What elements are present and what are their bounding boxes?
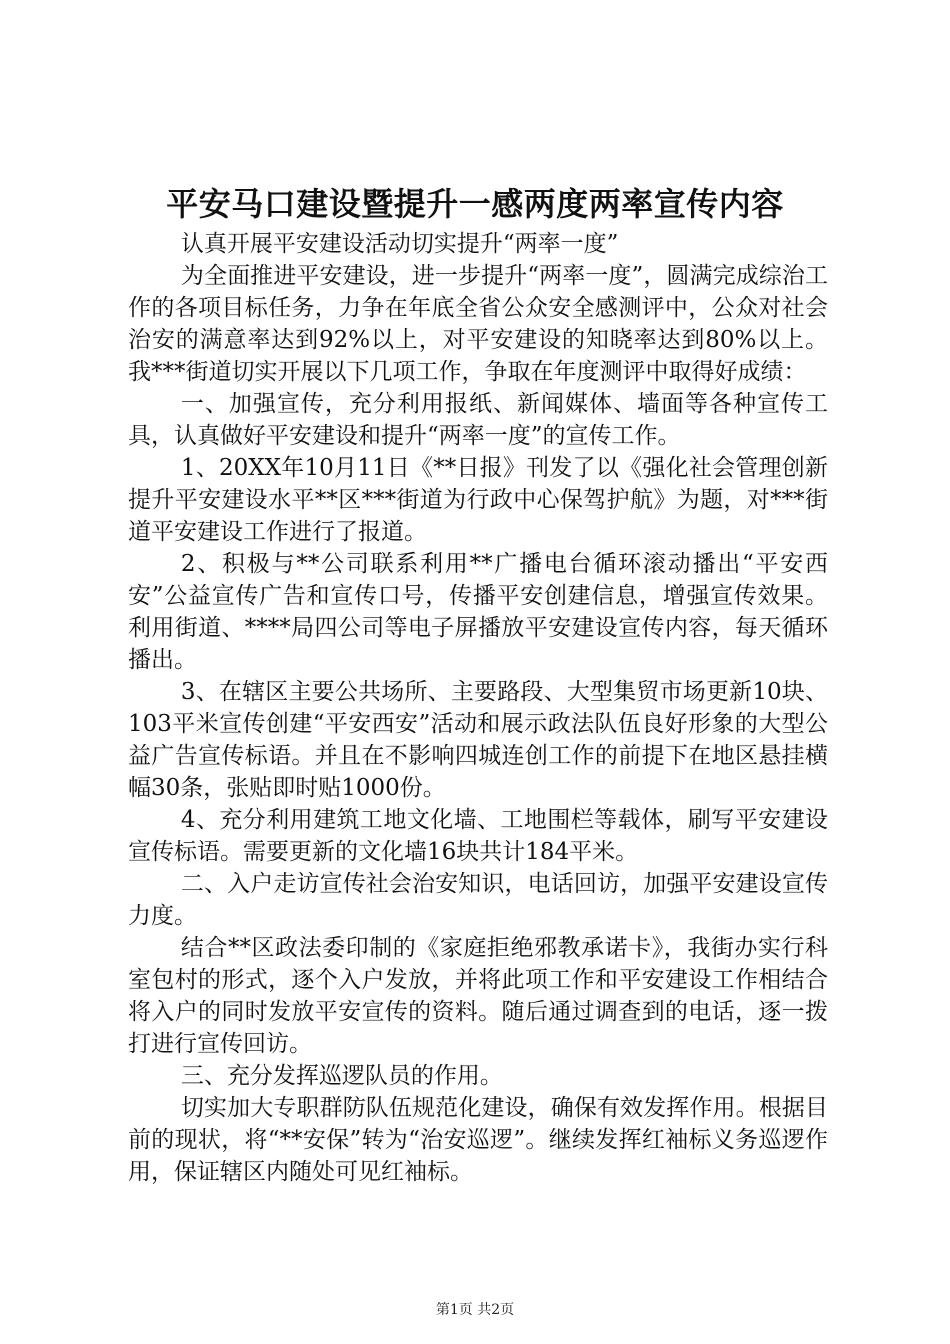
paragraph-subtitle: 认真开展平安建设活动切实提升“两率一度”: [180, 231, 619, 257]
document-title: 平安马口建设暨提升一感两度两率宣传内容: [166, 185, 784, 223]
paragraph-item-3: 3、在辖区主要公共场所、主要路段、大型集贸市场更新10块、103平米宣传创建“平安西安”活动和展示政法队伍良好形象的大型公益广告宣传标语。并且在不影响四城连创工作的前提下在地区悬挂横幅30条，张贴即时贴1000份。: [128, 679, 828, 801]
paragraph-section-1: 一、加强宣传，充分利用报纸、新闻媒体、墙面等各种宣传工具，认真做好平安建设和提升“两率一度”的宣传工作。: [128, 391, 828, 449]
paragraph-section-2: 二、入户走访宣传社会治安知识，电话回访，加强平安建设宣传力度。: [128, 871, 828, 929]
paragraph-section-3-detail: 切实加大专职群防队伍规范化建设，确保有效发挥作用。根据目前的现状，将“**安保”转为“治安巡逻”。继续发挥红袖标义务巡逻作用，保证辖区内随处可见红袖标。: [128, 1095, 828, 1185]
paragraph-intro: 为全面推进平安建设，进一步提升“两率一度”，圆满完成综治工作的各项目标任务，力争在年底全省公众安全感测评中，公众对社会治安的满意率达到92%以上，对平安建设的知晓率达到80%以上。我***街道切实开展以下几项工作，争取在年度测评中取得好成绩：: [128, 263, 828, 385]
page-footer: 第1页 共2页: [435, 1302, 515, 1318]
document-body: [128, 228, 828, 1188]
paragraph-section-2-detail: 结合**区政法委印制的《家庭拒绝邪教承诺卡》，我街办实行科室包村的形式，逐个入户发放，并将此项工作和平安建设工作相结合将入户的同时发放平安宣传的资料。随后通过调查到的电话，逐一拨打进行宣传回访。: [128, 935, 828, 1057]
paragraph-item-1: 1、20XX年10月11日《**日报》刊发了以《强化社会管理创新提升平安建设水平**区***街道为行政中心保驾护航》为题，对***街道平安建设工作进行了报道。: [128, 455, 828, 545]
paragraph-item-2: 2、积极与**公司联系利用**广播电台循环滚动播出“平安西安”公益宣传广告和宣传口号，传播平安创建信息，增强宣传效果。利用街道、****局四公司等电子屏播放平安建设宣传内容，每天循环播出。: [128, 551, 828, 673]
paragraph-section-3: 三、充分发挥巡逻队员的作用。: [180, 1063, 503, 1089]
paragraph-item-4: 4、充分利用建筑工地文化墙、工地围栏等载体，刷写平安建设宣传标语。需要更新的文化墙16块共计184平米。: [128, 807, 828, 865]
